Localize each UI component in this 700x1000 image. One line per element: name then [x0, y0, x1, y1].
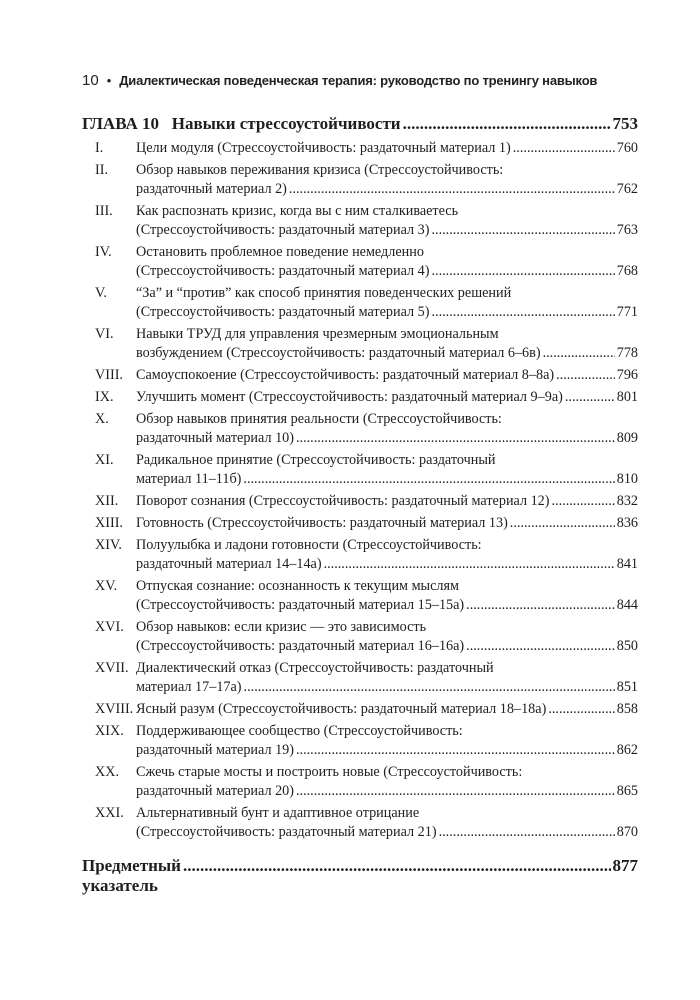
entry-page-number: 832 — [616, 493, 638, 509]
entry-number: V. — [95, 285, 107, 301]
entry-page-number: 836 — [616, 515, 638, 531]
entry-last-line — [136, 514, 638, 533]
book-title: Диалектическая поведенческая терапия: руководство по тренингу навыков — [119, 73, 598, 88]
entry-page-number: 865 — [616, 783, 638, 799]
entry-last-line — [136, 429, 638, 448]
toc-entry[interactable] — [82, 763, 638, 801]
entry-number: XI. — [95, 452, 114, 468]
toc-entry[interactable] — [82, 577, 638, 615]
entry-title-text: Ясный разум (Стрессоустойчивость: раздаточный материал 18–18а) — [136, 701, 547, 717]
dot-leader — [431, 303, 614, 322]
entry-body — [136, 161, 638, 199]
entry-title-text: раздаточный материал 19) — [136, 742, 294, 758]
entry-title-text: материал 17–17а) — [136, 679, 242, 695]
entry-body — [136, 492, 638, 511]
entry-number: VIII. — [95, 367, 123, 383]
entry-number: IV. — [95, 244, 112, 260]
dot-leader — [289, 180, 615, 199]
entry-title-text: возбуждением (Стрессоустойчивость: раздаточный материал 6–6в) — [136, 345, 541, 361]
entry-title-text: (Стрессоустойчивость: раздаточный материал 15–15а) — [136, 597, 465, 613]
entry-page-number: 850 — [616, 638, 638, 654]
entry-body — [136, 284, 638, 322]
dot-leader — [296, 429, 615, 448]
entry-number: XIX. — [95, 723, 124, 739]
dot-leader — [510, 514, 615, 533]
chapter-page-number: 753 — [612, 114, 638, 133]
entry-title-text: Самоуспокоение (Стрессоустойчивость: раздаточный материал 8–8а) — [136, 367, 555, 383]
toc-entry[interactable] — [82, 659, 638, 697]
entry-page-number: 809 — [616, 430, 638, 446]
toc-entry[interactable] — [82, 514, 638, 533]
chapter-title: ГЛАВА 10 Навыки стрессоустойчивости — [82, 114, 401, 133]
entry-title-text: Готовность (Стрессоустойчивость: раздаточный материал 13) — [136, 515, 508, 531]
entry-last-line — [136, 470, 638, 489]
entry-title-line: Диалектический отказ (Стрессоустойчивость: раздаточный — [136, 660, 494, 676]
entry-body — [136, 700, 638, 719]
entry-page-number: 841 — [616, 556, 638, 572]
dot-leader — [431, 262, 614, 281]
entry-last-line — [136, 700, 638, 719]
entry-title-line: Навыки ТРУД для управления чрезмерным эмоциональным — [136, 326, 499, 342]
entry-title-line: Обзор навыков принятия реальности (Стрессоустойчивость: — [136, 411, 502, 427]
entry-last-line — [136, 823, 638, 842]
entry-page-number: 870 — [616, 824, 638, 840]
entry-last-line — [136, 596, 638, 615]
dot-leader — [324, 555, 615, 574]
dot-leader — [556, 366, 615, 385]
entry-last-line — [136, 388, 638, 407]
entry-body — [136, 536, 638, 574]
dot-leader — [431, 221, 614, 240]
entry-title-line: Полуулыбка и ладони готовности (Стрессоустойчивость: — [136, 537, 482, 553]
entry-last-line — [136, 262, 638, 281]
entry-page-number: 760 — [616, 140, 638, 156]
toc-entry[interactable] — [82, 139, 638, 158]
dot-leader — [403, 114, 611, 134]
entry-title-line: Остановить проблемное поведение немедленно — [136, 244, 424, 260]
entry-last-line — [136, 366, 638, 385]
dot-leader — [243, 470, 614, 489]
dot-leader — [183, 856, 611, 876]
dot-leader — [296, 741, 615, 760]
entry-body — [136, 659, 638, 697]
toc-entry[interactable] — [82, 722, 638, 760]
entry-title-text: (Стрессоустойчивость: раздаточный материал 4) — [136, 263, 430, 279]
dot-leader — [296, 782, 615, 801]
entry-page-number: 858 — [616, 701, 638, 717]
entry-body — [136, 410, 638, 448]
entry-title-text: раздаточный материал 14–14а) — [136, 556, 322, 572]
entry-last-line — [136, 492, 638, 511]
entry-body — [136, 618, 638, 656]
entry-number: II. — [95, 162, 108, 178]
entry-number: IX. — [95, 389, 114, 405]
index-page-number: 877 — [612, 856, 638, 875]
entry-body — [136, 804, 638, 842]
toc-entry[interactable] — [82, 492, 638, 511]
entry-last-line — [136, 782, 638, 801]
entry-page-number: 768 — [616, 263, 638, 279]
index-title: Предметный указатель — [82, 856, 181, 895]
entry-title-text: (Стрессоустойчивость: раздаточный материал 5) — [136, 304, 430, 320]
entry-page-number: 862 — [616, 742, 638, 758]
toc-entry[interactable] — [82, 700, 638, 719]
entry-number: XVIII. — [95, 701, 134, 717]
entry-title-line: Радикальное принятие (Стрессоустойчивость: раздаточный — [136, 452, 496, 468]
entry-number: XXI. — [95, 805, 124, 821]
entry-number: XVI. — [95, 619, 124, 635]
dot-leader — [244, 678, 615, 697]
table-of-contents — [82, 114, 638, 896]
entry-title-text: (Стрессоустойчивость: раздаточный материал 3) — [136, 222, 430, 238]
chapter-heading[interactable] — [82, 114, 638, 138]
entry-number: X. — [95, 411, 109, 427]
entry-title-line: Сжечь старые мосты и построить новые (Стрессоустойчивость: — [136, 764, 523, 780]
entry-title-line: “За” и “против” как способ принятия поведенческих решений — [136, 285, 512, 301]
entry-number: XX. — [95, 764, 120, 780]
entry-last-line — [136, 637, 638, 656]
bullet-separator: • — [106, 73, 112, 88]
entry-title-line: Обзор навыков: если кризис — это зависимость — [136, 619, 427, 635]
dot-leader — [565, 388, 615, 407]
entry-body — [136, 388, 638, 407]
entry-number: III. — [95, 203, 113, 219]
entry-body — [136, 202, 638, 240]
entry-number: XVII. — [95, 660, 129, 676]
toc-entry[interactable] — [82, 618, 638, 656]
dot-leader — [548, 700, 614, 719]
entry-body — [136, 243, 638, 281]
entry-body — [136, 577, 638, 615]
entry-title-text: материал 11–11б) — [136, 471, 242, 487]
toc-entry[interactable] — [82, 366, 638, 385]
toc-entry[interactable] — [82, 202, 638, 240]
entry-title-line: Обзор навыков переживания кризиса (Стрессоустойчивость: — [136, 162, 504, 178]
entry-page-number: 796 — [616, 367, 638, 383]
entry-last-line — [136, 303, 638, 322]
entry-page-number: 762 — [616, 181, 638, 197]
entry-page-number: 851 — [616, 679, 638, 695]
entry-title-line: Поддерживающее сообщество (Стрессоустойчивость: — [136, 723, 463, 739]
entry-page-number: 778 — [616, 345, 638, 361]
entry-page-number: 844 — [616, 597, 638, 613]
toc-entries — [82, 139, 638, 842]
entry-last-line — [136, 344, 638, 363]
toc-entry[interactable] — [82, 284, 638, 322]
entry-last-line — [136, 221, 638, 240]
entry-body — [136, 722, 638, 760]
entry-number: XIII. — [95, 515, 123, 531]
toc-entry[interactable] — [82, 536, 638, 574]
dot-leader — [439, 823, 615, 842]
toc-entry[interactable] — [82, 161, 638, 199]
running-header — [82, 72, 597, 89]
entry-page-number: 771 — [616, 304, 638, 320]
index-entry[interactable] — [82, 856, 638, 896]
entry-last-line — [136, 678, 638, 697]
dot-leader — [552, 492, 615, 511]
entry-last-line — [136, 741, 638, 760]
entry-number: XV. — [95, 578, 118, 594]
entry-title-text: (Стрессоустойчивость: раздаточный материал 16–16а) — [136, 638, 465, 654]
toc-entry[interactable] — [82, 451, 638, 489]
entry-page-number: 810 — [616, 471, 638, 487]
toc-entry[interactable] — [82, 410, 638, 448]
entry-title-text: раздаточный материал 2) — [136, 181, 287, 197]
entry-body — [136, 763, 638, 801]
entry-title-text: Цели модуля (Стрессоустойчивость: раздаточный материал 1) — [136, 140, 511, 156]
dot-leader — [466, 637, 615, 656]
entry-last-line — [136, 139, 638, 158]
entry-number: XIV. — [95, 537, 122, 553]
entry-body — [136, 139, 638, 158]
entry-title-text: Улучшить момент (Стрессоустойчивость: раздаточный материал 9–9а) — [136, 389, 563, 405]
entry-last-line — [136, 180, 638, 199]
toc-entry[interactable] — [82, 325, 638, 363]
entry-body — [136, 325, 638, 363]
entry-number: VI. — [95, 326, 114, 342]
entry-title-text: раздаточный материал 20) — [136, 783, 294, 799]
entry-body — [136, 451, 638, 489]
dot-leader — [466, 596, 615, 615]
entry-title-text: Поворот сознания (Стрессоустойчивость: раздаточный материал 12) — [136, 493, 550, 509]
entry-page-number: 801 — [616, 389, 638, 405]
entry-last-line — [136, 555, 638, 574]
page-number: 10 — [82, 72, 99, 89]
entry-title-text: (Стрессоустойчивость: раздаточный материал 21) — [136, 824, 437, 840]
dot-leader — [543, 344, 615, 363]
entry-page-number: 763 — [616, 222, 638, 238]
entry-body — [136, 514, 638, 533]
entry-title-line: Альтернативный бунт и адаптивное отрицание — [136, 805, 420, 821]
toc-entry[interactable] — [82, 243, 638, 281]
entry-title-text: раздаточный материал 10) — [136, 430, 294, 446]
toc-entry[interactable] — [82, 804, 638, 842]
entry-number: XII. — [95, 493, 119, 509]
dot-leader — [513, 139, 615, 158]
entry-title-line: Отпуская сознание: осознанность к текущим мыслям — [136, 578, 459, 594]
entry-number: I. — [95, 140, 104, 156]
toc-entry[interactable] — [82, 388, 638, 407]
entry-title-line: Как распознать кризис, когда вы с ним сталкиваетесь — [136, 203, 459, 219]
entry-body — [136, 366, 638, 385]
